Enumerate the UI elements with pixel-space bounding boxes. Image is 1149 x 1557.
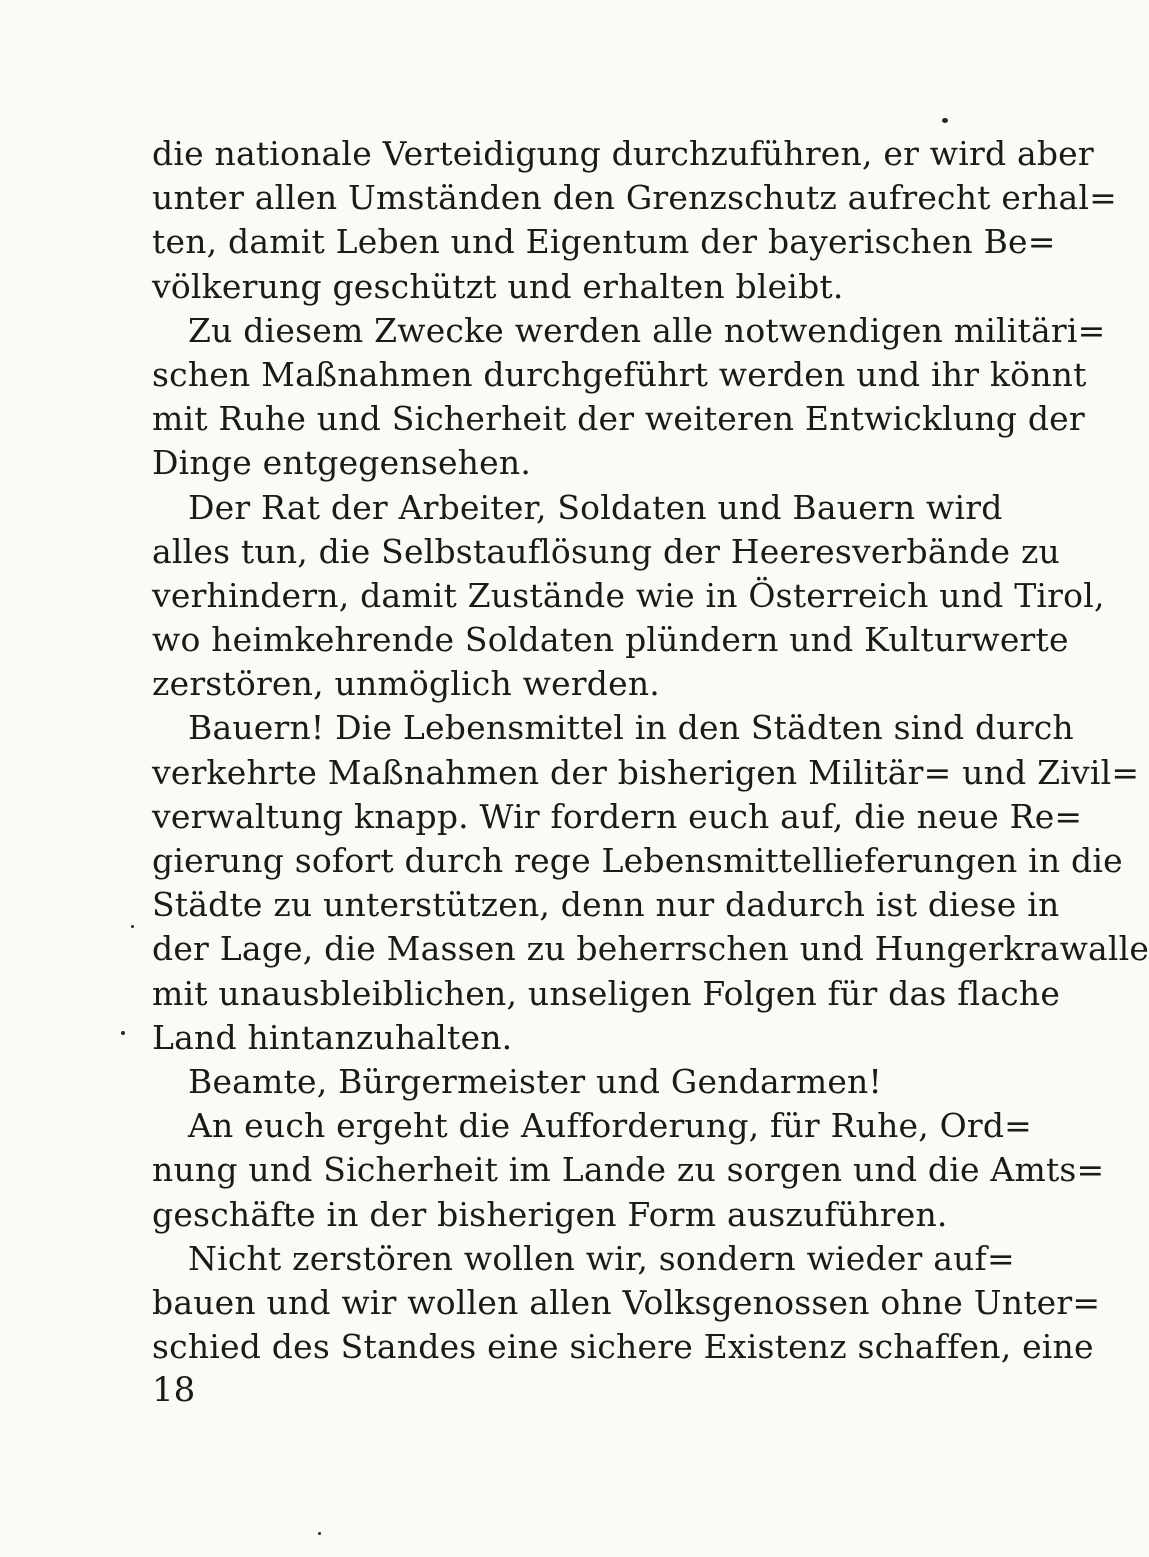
text-line: völkerung geschützt und erhalten bleibt. <box>152 266 844 306</box>
text-line: die nationale Verteidigung durchzuführen, er wird aber <box>152 134 1094 173</box>
text-line: geschäfte in der bisherigen Form auszuführen. <box>152 1194 948 1234</box>
text-line: Bauern! Die Lebensmittel in den Städten sind durch <box>188 708 1074 748</box>
text-line: verkehrte Maßnahmen der bisherigen Militär= und Zivil= <box>152 752 1140 792</box>
text-line: schied des Standes eine sichere Existenz schaffen, eine <box>152 1327 1094 1367</box>
body-text <box>152 132 1149 1369</box>
text-line: Der Rat der Arbeiter, Soldaten und Bauern wird <box>188 487 1003 527</box>
text-line: unter allen Umständen den Grenzschutz aufrecht erhal= <box>152 178 1117 218</box>
text-line: Nicht zerstören wollen wir, sondern wieder auf= <box>188 1238 1015 1278</box>
page-number: 18 <box>152 1370 196 1410</box>
print-speck <box>942 118 948 123</box>
text-line: der Lage, die Massen zu beherrschen und Hungerkrawalle <box>152 929 1149 969</box>
print-speck <box>121 1031 125 1035</box>
text-line: Städte zu unterstützen, denn nur dadurch ist diese in <box>152 885 1060 925</box>
text-line: Zu diesem Zwecke werden alle notwendigen militäri= <box>188 310 1106 350</box>
text-line: gierung sofort durch rege Lebensmittellieferungen in die <box>152 841 1123 880</box>
text-line: schen Maßnahmen durchgeführt werden und ihr könnt <box>152 354 1087 394</box>
text-line: Dinge entgegensehen. <box>152 443 532 483</box>
text-line: mit unausbleiblichen, unseligen Folgen für das flache <box>152 973 1061 1013</box>
text-line: nung und Sicherheit im Lande zu sorgen und die Amts= <box>152 1150 1105 1190</box>
text-line: Beamte, Bürgermeister und Gendarmen! <box>188 1061 882 1101</box>
text-line: An euch ergeht die Aufforderung, für Ruhe, Ord= <box>188 1106 1033 1146</box>
text-line: verhindern, damit Zustände wie in Österreich und Tirol, <box>152 575 1105 615</box>
print-speck <box>131 925 134 928</box>
text-line: zerstören, unmöglich werden. <box>152 664 660 704</box>
text-line: alles tun, die Selbstauflösung der Heeresverbände zu <box>152 531 1060 571</box>
text-line: bauen und wir wollen allen Volksgenossen ohne Unter= <box>152 1282 1101 1322</box>
text-line: wo heimkehrende Soldaten plündern und Kulturwerte <box>152 620 1069 660</box>
text-line: Land hintanzuhalten. <box>152 1017 513 1057</box>
print-speck <box>318 1532 321 1535</box>
text-line: verwaltung knapp. Wir fordern euch auf, die neue Re= <box>152 796 1083 836</box>
text-line: ten, damit Leben und Eigentum der bayerischen Be= <box>152 222 1056 262</box>
text-line: mit Ruhe und Sicherheit der weiteren Entwicklung der <box>152 399 1085 439</box>
